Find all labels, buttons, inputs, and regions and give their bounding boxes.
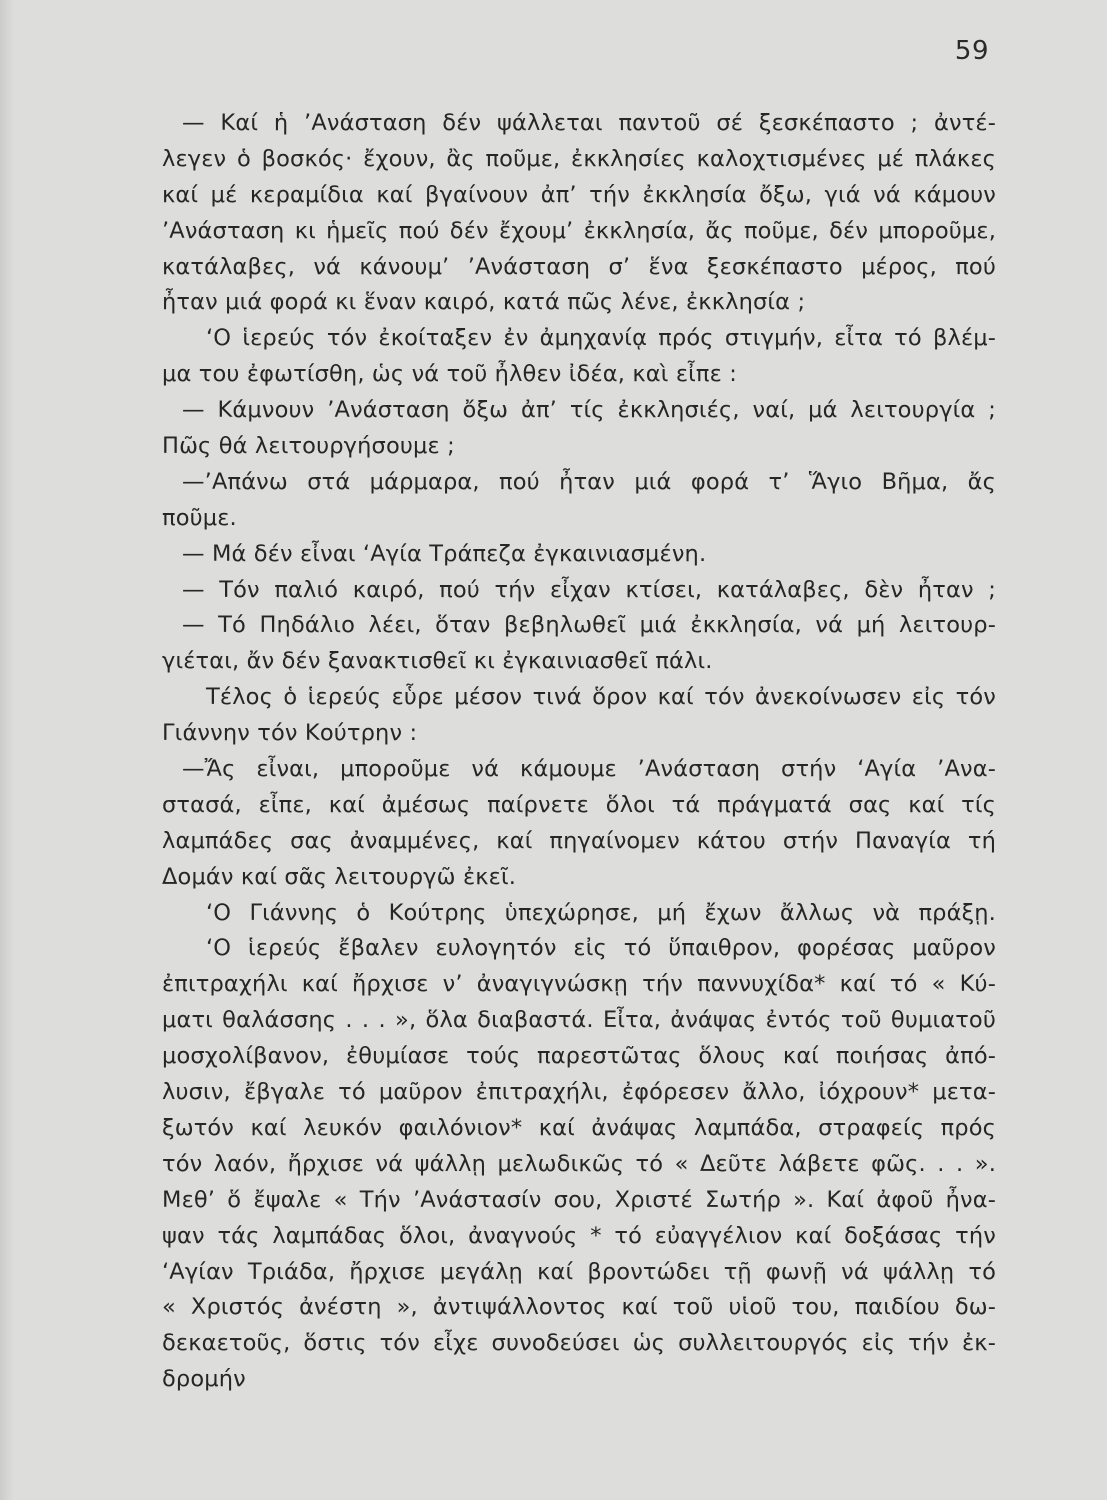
text-line: ψαν τάς λαμπάδας ὅλοι, ἀναγνούς * τό εὐαγγέλιον καί δοξάσας τήν bbox=[162, 1222, 996, 1249]
text-line: — Κάμνουν ’Ανάσταση ὄξω ἀπ’ τίς ἐκκλησιές, ναί, μά λειτουργία ; bbox=[182, 397, 996, 424]
text-line: Πῶς θά λειτουργήσουμε ; bbox=[162, 433, 455, 460]
text-line: Τέλος ὁ ἱερεύς εὗρε μέσον τινά ὅρον καί τόν ἀνεκοίνωσεν εἰς τόν bbox=[206, 684, 996, 711]
text-line: —’Απάνω στά μάρμαρα, πού ἦταν μιά φορά τ’ Ἅγιο Βῆμα, ἄς bbox=[182, 468, 996, 495]
text-line: ‘Ο Γιάννης ὁ Κούτρης ὑπεχώρησε, μή ἔχων ἄλλως νὰ πράξῃ. bbox=[206, 899, 996, 926]
text-line: δεκαετοῦς, ὅστις τόν εἶχε συνοδεύσει ὡς συλλειτουργός εἰς τήν ἐκ- bbox=[162, 1330, 996, 1357]
text-line: ’Ανάσταση κι ἡμεῖς πού δέν ἔχουμ’ ἐκκλησία, ἄς ποῦμε, δέν μποροῦμε, bbox=[162, 217, 996, 244]
text-line: ποῦμε. bbox=[162, 504, 237, 531]
text-line: Δομάν καί σᾶς λειτουργῶ ἐκεῖ. bbox=[162, 863, 517, 890]
text-line: λεγεν ὁ βοσκός· ἔχουν, ἂς ποῦμε, ἐκκλησίες καλοχτισμένες μέ πλάκες bbox=[162, 145, 996, 172]
text-line: ματι θαλάσσης . . . », ὅλα διαβαστά. Εἶτα, ἀνάψας ἐντός τοῦ θυμιατοῦ bbox=[162, 1007, 996, 1034]
text-line: — Καί ἡ ’Ανάσταση δέν ψάλλεται παντοῦ σέ ξεσκέπαστο ; ἀντέ- bbox=[182, 110, 996, 136]
text-line: « Χριστός ἀνέστη », ἀντιψάλλοντος καί τοῦ υἱοῦ του, παιδίου δω- bbox=[162, 1294, 996, 1321]
text-line: Γιάννην τόν Κούτρην : bbox=[162, 720, 418, 747]
text-line: — Τόν παλιό καιρό, πού τήν εἶχαν κτίσει, κατάλαβες, δὲν ἦταν ; bbox=[182, 576, 996, 603]
text-line: ‘Ο ἱερεύς ἔβαλεν ευλογητόν εἰς τό ὕπαιθρον, φορέσας μαῦρον bbox=[206, 935, 996, 962]
text-line: ‘Ο ἱερεύς τόν ἐκοίταξεν ἐν ἀμηχανίᾳ πρός στιγμήν, εἶτα τό βλέμ- bbox=[206, 325, 996, 352]
text-line: — Τό Πηδάλιο λέει, ὅταν βεβηλωθεῖ μιά ἐκκλησία, νά μή λειτουρ- bbox=[182, 612, 996, 639]
text-line: κατάλαβες, νά κάνουμ’ ’Ανάσταση σ’ ἕνα ξεσκέπαστο μέρος, πού bbox=[162, 253, 996, 280]
text-line: τόν λαόν, ἤρχισε νά ψάλλῃ μελωδικῶς τό « Δεῦτε λάβετε φῶς. . . ». bbox=[162, 1150, 996, 1177]
text-line: ἦταν μιά φορά κι ἕναν καιρό, κατά πῶς λένε, ἐκκλησία ; bbox=[162, 289, 806, 316]
body-text bbox=[162, 106, 996, 1398]
page-number: 59 bbox=[954, 36, 989, 66]
text-line: ξωτόν καί λευκόν φαιλόνιον* καί ἀνάψας λαμπάδα, στραφείς πρός bbox=[162, 1114, 996, 1141]
text-line: Μεθ’ ὅ ἔψαλε « Τήν ’Ανάστασίν σου, Χριστέ Σωτήρ ». Καί ἀφοῦ ἦνα- bbox=[162, 1186, 996, 1213]
text-line: καί μέ κεραμίδια καί βγαίνουν ἀπ’ τήν ἐκκλησία ὄξω, γιά νά κάμουν bbox=[162, 181, 996, 208]
text-line: — Μά δέν εἶναι ‘Αγία Τράπεζα ἐγκαινιασμένη. bbox=[182, 540, 707, 567]
text-line: λυσιν, ἔβγαλε τό μαῦρον ἐπιτραχήλι, ἐφόρεσεν ἄλλο, ἰόχρουν* μετα- bbox=[162, 1079, 996, 1106]
text-line: μοσχολίβανον, ἐθυμίασε τούς παρεστῶτας ὅλους καί ποιήσας ἀπό- bbox=[162, 1043, 996, 1070]
text-line: δρομήν bbox=[162, 1366, 246, 1393]
text-line: —Ἄς εἶναι, μποροῦμε νά κάμουμε ’Ανάσταση στήν ‘Αγία ’Ανα- bbox=[182, 756, 996, 783]
text-line: γιέται, ἄν δέν ξανακτισθεῖ κι ἐγκαινιασθεῖ πάλι. bbox=[162, 648, 713, 675]
text-line: ‘Αγίαν Τριάδα, ἤρχισε μεγάλῃ καί βροντώδει τῇ φωνῇ νά ψάλλῃ τό bbox=[162, 1258, 996, 1285]
text-line: ἐπιτραχήλι καί ἤρχισε ν’ ἀναγιγνώσκῃ τήν παννυχίδα* καί τό « Κύ- bbox=[162, 971, 996, 998]
text-line: μα του ἐφωτίσθη, ὡς νά τοῦ ἦλθεν ἰδέα, καὶ εἶπε : bbox=[162, 361, 737, 388]
text-line: στασά, εἶπε, καί ἀμέσως παίρνετε ὅλοι τά πράγματά σας καί τίς bbox=[162, 791, 996, 818]
text-line: λαμπάδες σας ἀναμμένες, καί πηγαίνομεν κάτου στήν Παναγία τή bbox=[162, 827, 996, 854]
